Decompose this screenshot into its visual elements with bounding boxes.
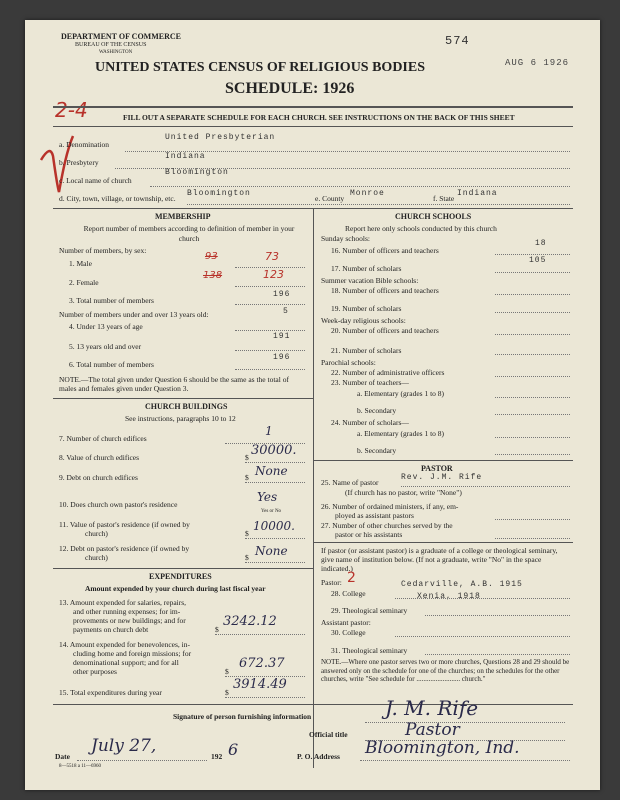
census-schedule-document: DEPARTMENT OF COMMERCE BUREAU OF THE CENSUS WASHINGTON 574 AUG 6 1926 UNITED STATES CENSUS OF RELIGIOUS BODIES SCHEDULE: 1926 2-4 FILL OUT A SEPARATE SCHEDULE FOR EACH CHURCH. SEE INSTRUCTIONS ON THE BACK OF THIS SHEET a. Denomination United Presbyterian b. Presbytery Indiana c. Local name of church Bloomington d. City, town, village, or township, etc. Bloomington e. County Monroe f. State Indiana MEMBERSHIP Report number of members according to definition of member in your church Number of members, by sex: 1. Male 93 73 2. Female 138 123 3. Total number of members 196 Number of members under and over 13 years old: 5 4. Under 13 years of age 5. 13 years old and over 191 6. Total number of members 196 NOTE.—The total given under Question 6 should be the same as the total of males and females given under Question 3. CHURCH BUILDINGS See instructions, paragraphs 10 to 12 7. Number of church edifices 1 8. Value of church edifices $ 30000. 9. Debt on church edifices $ None 10. Does church own pastor's residence Yes Yes or No 11. Value of pastor's residence (if owned by church) $ 10000. 12. Debt on pastor's residence (if owned by church) $ None EXPENDITURES Amount expended by your church during last fiscal year 13. Amount expended for salaries, repairs, and other running expenses; for im- provements or new buildings; and for payments on church debt $ 3242.12 14. Amount expended for benevolences, in- cluding home and foreign missions; for denominational support; and for all other purposes $ 672.37 15. Total expenditures during year $ 3914.49 CHURCH SCHOOLS Report here only schools conducted by this church Sunday schools: 16. Number of officers and teachers 18 17. Number of scholars 105 Summer vacation Bible schools: 18. Number of officers and teachers 19. Number of scholars Week-day religious schools: 20. Number of officers and teachers 21. Number of scholars Parochial schools: 22. Number of administrative officers 23. Number of teachers— a. Elementary (grades 1 to 8) b. Secondary 24. Number of scholars— a. Elementary (grades 1 to 8) b. Secondary PASTOR 25. Name of pastor Rev. J.M. Rife (If church has no pastor, write "None") 26. Number of ordained ministers, if any, em- ployed as assistant pastors 27. Number of other churches served by the pastor or his assistants If pastor (or assistant pastor) is a graduate of a college or theological seminary, give name of institution below. (If not a graduate, write "No" in the space indicated.) Pastor: 2 28. College Cedarville, A.B. 1915 Xenia, 1918 29. Theological seminary Assistant pastor: 30. College 31. Theological seminary NOTE.—Where one pastor serves two or more churches, Questions 28 and 29 should be answered only on the schedule for one of the churches; on the schedules for the other churches, write "See schedule for ......................... church." Signature of person furnishing information J. M. Rife Official title Pastor Date July 27, 192 6 P. O. Address Bloomington, Ind. 8—5518 a 11—6960 <box>25 20 600 790</box>
q22-label: 22. Number of administrative officers <box>331 368 445 377</box>
signature-label: Signature of person furnishing information <box>173 712 312 721</box>
q14-value: 672.37 <box>239 656 285 671</box>
q19-label: 19. Number of scholars <box>331 304 402 313</box>
q6-value: 196 <box>273 353 291 362</box>
q3-value: 196 <box>273 290 291 299</box>
buildings-intro: See instructions, paragraphs 10 to 12 <box>125 414 236 423</box>
official-title-label: Official title <box>309 730 348 739</box>
membership-intro: Report number of members according to definition of member in your church <box>83 224 295 243</box>
q12-label-line2: church) <box>85 553 108 562</box>
q20-label: 20. Number of officers and teachers <box>331 326 439 335</box>
q25-note: (If church has no pastor, write "None") <box>345 488 462 497</box>
q29-label: 29. Theological seminary <box>331 606 408 615</box>
by-sex-label: Number of members, by sex: <box>59 246 147 255</box>
presbytery-value: Indiana <box>165 152 206 161</box>
q31-label: 31. Theological seminary <box>331 646 408 655</box>
expenditures-heading: EXPENDITURES <box>149 572 212 581</box>
q24-label: 24. Number of scholars— <box>331 418 409 427</box>
q14-line1: 14. Amount expended for benevolences, in- <box>59 640 191 649</box>
q13-value: 3242.12 <box>223 614 277 629</box>
q4-value: 5 <box>283 307 289 316</box>
city-field-label: d. City, town, village, or township, etc. <box>59 194 176 203</box>
expenditures-intro: Amount expended by your church during last fiscal year <box>85 584 266 593</box>
address-label: P. O. Address <box>297 752 340 761</box>
q17-value: 105 <box>529 256 547 265</box>
local-name-value: Bloomington <box>165 168 229 177</box>
q16-label: 16. Number of officers and teachers <box>331 246 439 255</box>
pastor-note: NOTE.—Where one pastor serves two or more churches, Questions 28 and 29 should be answered only on the schedule for one of the churches; on the schedules for the other churches, write "See schedule for ......................... church." <box>321 658 570 683</box>
q13-line3: provements or new buildings; and for <box>73 616 186 625</box>
membership-note: NOTE.—The total given under Question 6 should be the same as the total of males and females given under Question 3. <box>59 375 289 393</box>
q14-line3: denominational support; and for all <box>73 658 179 667</box>
schools-heading: CHURCH SCHOOLS <box>395 212 472 221</box>
q1-label: 1. Male <box>69 259 92 268</box>
vacation-label: Summer vacation Bible schools: <box>321 276 419 285</box>
membership-heading: MEMBERSHIP <box>155 212 211 221</box>
instruction-line: FILL OUT A SEPARATE SCHEDULE FOR EACH CHURCH. SEE INSTRUCTIONS ON THE BACK OF THIS SHEET <box>123 113 515 122</box>
q1-value: 73 <box>265 250 279 263</box>
sunday-label: Sunday schools: <box>321 234 370 243</box>
q26-line1: 26. Number of ordained ministers, if any, em- <box>321 502 459 511</box>
q11-label-line2: church) <box>85 529 108 538</box>
q28-value: Cedarville, A.B. 1915 <box>401 580 523 589</box>
q26-line2: ployed as assistant pastors <box>335 511 414 520</box>
q7-label: 7. Number of church edifices <box>59 434 147 443</box>
assistant-pastor-label: Assistant pastor: <box>321 618 371 627</box>
city-label: WASHINGTON <box>99 50 133 55</box>
schedule-number: 574 <box>445 34 470 48</box>
weekday-label: Week-day religious schools: <box>321 316 406 325</box>
address-value: Bloomington, Ind. <box>365 738 520 758</box>
department-label: DEPARTMENT OF COMMERCE <box>61 32 182 41</box>
q6-label: 6. Total number of members <box>69 360 154 369</box>
presbytery-label: b. Presbytery <box>59 158 99 167</box>
q5-value: 191 <box>273 332 291 341</box>
q23a-label: a. Elementary (grades 1 to 8) <box>357 389 445 398</box>
parochial-label: Parochial schools: <box>321 358 376 367</box>
q4-label: 4. Under 13 years of age <box>69 322 143 331</box>
pastor-label: Pastor: <box>321 578 342 587</box>
q15-label: 15. Total expenditures during year <box>59 688 162 697</box>
q3-label: 3. Total number of members <box>69 296 154 305</box>
local-name-label: c. Local name of church <box>59 176 132 185</box>
q12-value: None <box>255 544 288 558</box>
q21-label: 21. Number of scholars <box>331 346 402 355</box>
q14-line4: other purposes <box>73 667 117 676</box>
q8-label: 8. Value of church edifices <box>59 453 140 462</box>
date-value: July 27, <box>91 736 157 756</box>
form-subtitle: SCHEDULE: 1926 <box>225 80 355 97</box>
bureau-label: BUREAU OF THE CENSUS <box>75 42 147 48</box>
q5-label: 5. 13 years old and over <box>69 342 142 351</box>
q16-value: 18 <box>535 239 547 248</box>
q2-label: 2. Female <box>69 278 99 287</box>
form-number: 8—5518 a 11—6960 <box>59 764 102 769</box>
q10-label: 10. Does church own pastor's residence <box>59 500 178 509</box>
year-prefix: 192 <box>211 752 223 761</box>
q13-line2: and other running expenses; for im- <box>73 607 181 616</box>
q7-value: 1 <box>265 424 273 438</box>
yes-no-label: Yes or No <box>261 509 282 514</box>
q27-line1: 27. Number of other churches served by the <box>321 521 453 530</box>
official-title-value: Pastor <box>405 720 460 740</box>
q23b-label: b. Secondary <box>357 406 397 415</box>
q1-struck-value: 93 <box>205 251 218 262</box>
q2-value: 123 <box>263 268 284 281</box>
signature-value: J. M. Rife <box>385 696 479 720</box>
q8-value: 30000. <box>251 443 297 458</box>
q18-label: 18. Number of officers and teachers <box>331 286 439 295</box>
received-stamp: AUG 6 1926 <box>505 58 570 68</box>
q25-value: Rev. J.M. Rife <box>401 473 483 482</box>
q11-label-line1: 11. Value of pastor's residence (if owned by <box>59 520 190 529</box>
age-intro-label: Number of members under and over 13 years old: <box>59 310 209 319</box>
q13-line4: payments on church debt <box>73 625 149 634</box>
date-label: Date <box>55 752 70 761</box>
year-value: 6 <box>228 740 239 759</box>
q27-line2: pastor or his assistants <box>335 530 403 539</box>
q11-value: 10000. <box>253 519 295 533</box>
q24b-label: b. Secondary <box>357 446 397 455</box>
q23-label: 23. Number of teachers— <box>331 378 409 387</box>
q15-value: 3914.49 <box>233 677 287 692</box>
schools-intro: Report here only schools conducted by this church <box>345 224 497 233</box>
q28-label: 28. College <box>331 589 366 598</box>
graduate-note: If pastor (or assistant pastor) is a graduate of a college or theological seminary, give name of institution below. (If not a graduate, write "No" in the space indicated.) <box>321 546 558 573</box>
county-value: Monroe <box>350 189 385 198</box>
q10-value: Yes <box>257 490 278 504</box>
state-label: f. State <box>433 194 455 203</box>
red-mark: 2-4 <box>55 98 88 122</box>
buildings-heading: CHURCH BUILDINGS <box>145 402 228 411</box>
q17-label: 17. Number of scholars <box>331 264 402 273</box>
pastor-red-mark: 2 <box>347 570 356 586</box>
denomination-value: United Presbyterian <box>165 133 276 142</box>
q12-label-line1: 12. Debt on pastor's residence (if owned by <box>59 544 190 553</box>
q24a-label: a. Elementary (grades 1 to 8) <box>357 429 445 438</box>
denomination-label: a. Denomination <box>59 140 109 149</box>
form-title: UNITED STATES CENSUS OF RELIGIOUS BODIES <box>95 60 426 75</box>
q30-label: 30. College <box>331 628 366 637</box>
county-label: e. County <box>315 194 345 203</box>
q9-value: None <box>255 464 288 478</box>
q13-line1: 13. Amount expended for salaries, repairs, <box>59 598 187 607</box>
pastor-heading: PASTOR <box>421 464 453 473</box>
city-field-value: Bloomington <box>187 189 251 198</box>
q14-line2: cluding home and foreign missions; for <box>73 649 192 658</box>
q2-struck-value: 138 <box>203 270 223 281</box>
state-value: Indiana <box>457 189 498 198</box>
q9-label: 9. Debt on church edifices <box>59 473 138 482</box>
q28-value-2: Xenia, 1918 <box>417 592 481 601</box>
q25-label: 25. Name of pastor <box>321 478 379 487</box>
